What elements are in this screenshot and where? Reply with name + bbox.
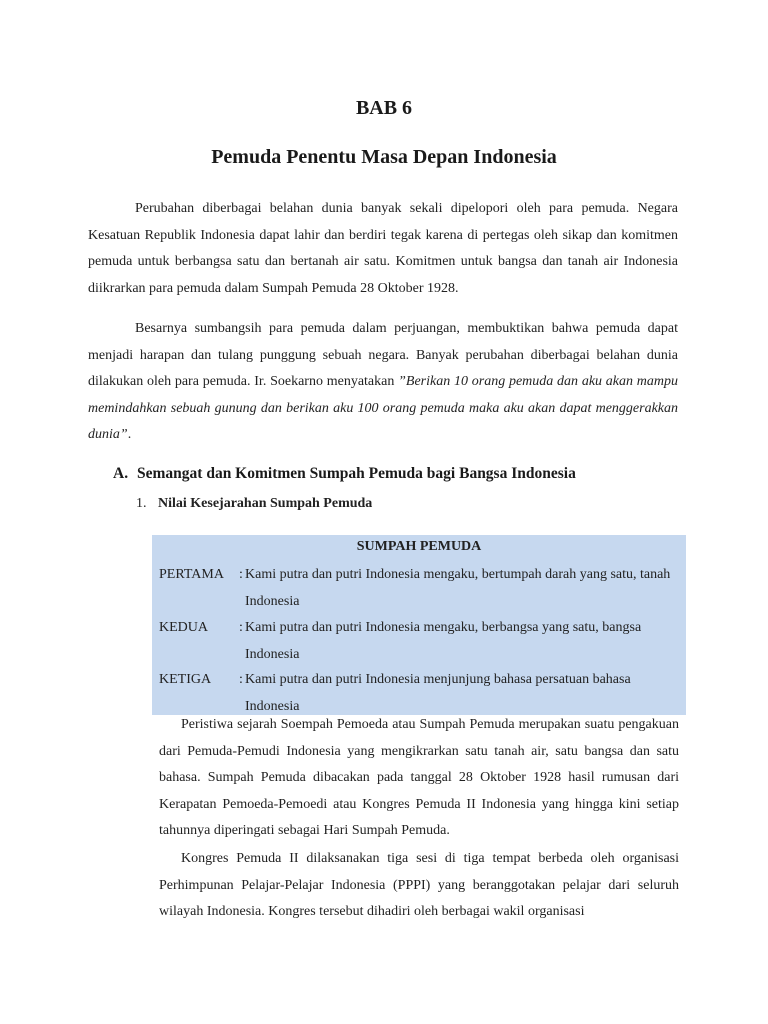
sumpah-row-text: Kami putra dan putri Indonesia menjunjung bahasa persatuan bahasa Indonesia (245, 672, 631, 714)
soekarno-quote: ”Berikan 10 orang pemuda dan aku akan mampu memindahkan sebuah gunung dan berikan aku 100 orang pemuda maka aku akan dapat menggerakkan dunia” (88, 374, 678, 442)
section-a-number: A. (113, 465, 129, 482)
quote-end: . (127, 427, 132, 442)
sumpah-row-text: Kami putra dan putri Indonesia mengaku, berbangsa yang satu, bangsa Indonesia (245, 620, 642, 662)
sumpah-row-key: KEDUA (159, 620, 208, 635)
section-a-heading (113, 465, 713, 483)
sumpah-row-colon: : (239, 567, 243, 582)
paragraph-peristiwa: Peristiwa sejarah Soempah Pemoeda atau Sumpah Pemuda merupakan suatu pengakuan dari Pemuda-Pemudi Indonesia yang mengikrarkan satu tanah air, satu bangsa dan satu bahasa. Sumpah Pemuda dibacakan pada tanggal 28 Oktober 1928 hasil rumusan dari Kerapatan Pemoeda-Pemoedi atau Kongres Pemuda II Indonesia yang hingga kini setiap tahunnya diperingati sebagai Hari Sumpah Pemuda. (159, 717, 679, 838)
paragraph-soekarno-text: Besarnya sumbangsih para pemuda dalam perjuangan, membuktikan bahwa pemuda dapat menjadi harapan dan tulang punggung sebuah negara. Banyak perubahan diberbagai belahan dunia dilakukan oleh para pemuda. Ir. Soekarno menyatakan (88, 321, 678, 389)
paragraph-soekarno (88, 316, 678, 449)
chapter-heading: BAB 6 (355, 97, 413, 119)
sumpah-row-key: KETIGA (159, 672, 212, 687)
sumpah-pemuda-box (152, 535, 686, 715)
subsection-1-heading (136, 496, 636, 512)
sumpah-row-key: PERTAMA (159, 567, 224, 582)
sumpah-row-colon: : (239, 672, 243, 687)
paragraph-kongres: Kongres Pemuda II dilaksanakan tiga sesi di tiga tempat berbeda oleh organisasi Perhimpunan Pelajar-Pelajar Indonesia (PPPI) yang beranggotakan pelajar dari seluruh wilayah Indonesia. Kongres tersebut dihadiri oleh berbagai wakil organisasi (159, 851, 679, 919)
section-a-label: Semangat dan Komitmen Sumpah Pemuda bagi Bangsa Indonesia (137, 465, 576, 482)
page-title: Pemuda Penentu Masa Depan Indonesia (211, 146, 557, 168)
sumpah-box-title: SUMPAH PEMUDA (356, 539, 482, 554)
paragraph-intro: Perubahan diberbagai belahan dunia banyak sekali dipelopori oleh para pemuda. Negara Kesatuan Republik Indonesia dapat lahir dan berdiri tegak karena di pertegas oleh sikap dan komitmen pemuda untuk berbangsa satu dan bertanah air satu. Komitmen untuk bangsa dan tanah air Indonesia diikrarkan para pemuda dalam Sumpah Pemuda 28 Oktober 1928. (88, 201, 678, 296)
subsection-1-label: Nilai Kesejarahan Sumpah Pemuda (158, 496, 373, 511)
sumpah-row-colon: : (239, 620, 243, 635)
subsection-1-number: 1. (136, 496, 147, 511)
sumpah-row-text: Kami putra dan putri Indonesia mengaku, bertumpah darah yang satu, tanah Indonesia (245, 567, 671, 609)
